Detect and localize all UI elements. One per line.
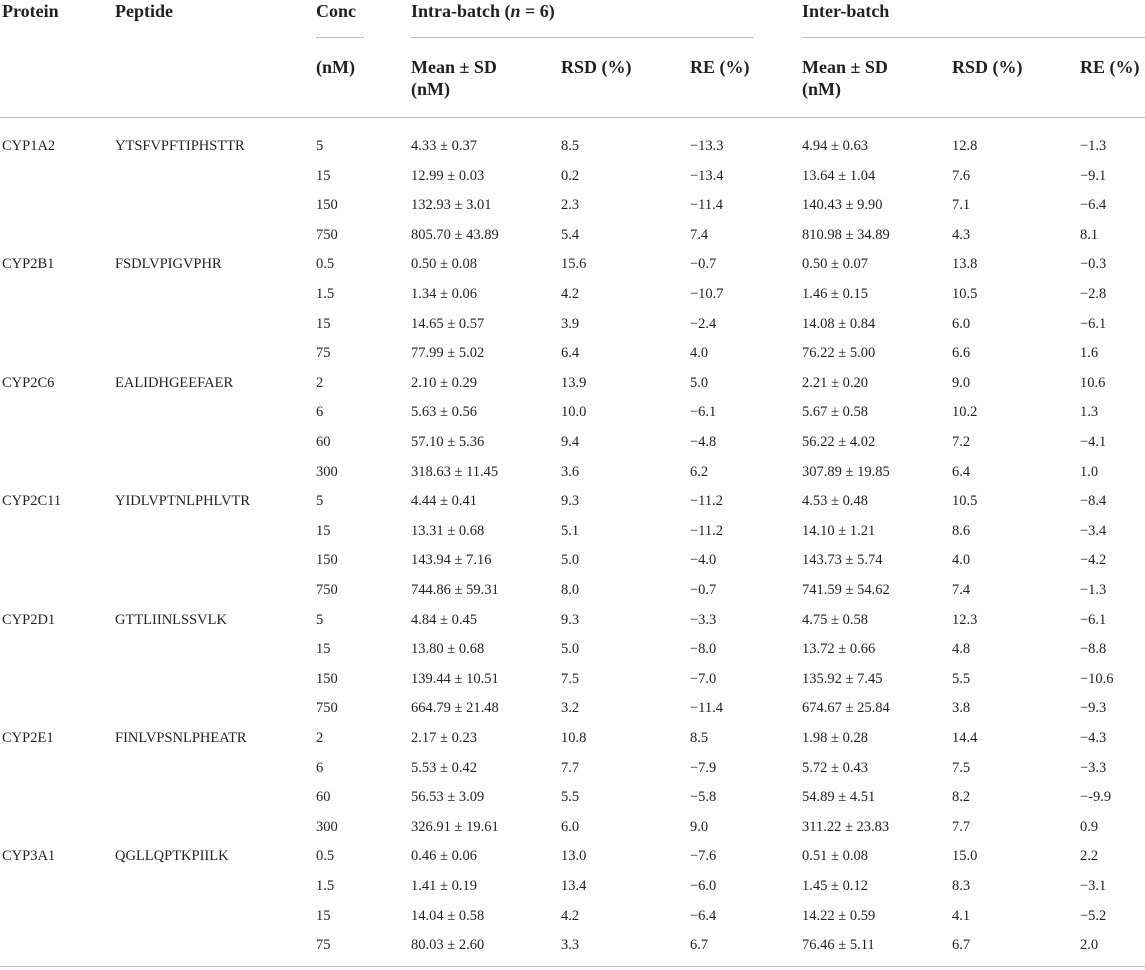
inter-mean-sd-cell: 14.22 ± 0.59	[802, 908, 876, 924]
intra-rsd-cell: 7.7	[561, 760, 580, 776]
intra-rsd-cell: 4.2	[561, 908, 580, 924]
inter-rsd-cell: 7.4	[952, 582, 971, 598]
protein-cell: CYP1A2	[2, 138, 56, 154]
inter-re-cell: −6.1	[1080, 316, 1107, 332]
inter-rsd-cell: 12.8	[952, 138, 978, 154]
inter-mean-sd-cell: 14.10 ± 1.21	[802, 523, 876, 539]
inter-re-cell: 2.0	[1080, 937, 1099, 953]
intra-re-cell: −11.4	[690, 197, 724, 213]
conc-cell: 75	[316, 937, 331, 953]
intra-mean-sd-cell: 5.63 ± 0.56	[411, 404, 477, 420]
inter-re-cell: −8.8	[1080, 641, 1107, 657]
intra-re-cell: −6.4	[690, 908, 717, 924]
inter-batch-underline	[802, 37, 1145, 38]
intra-re-cell: 5.0	[690, 375, 709, 391]
intra-mean-sd-cell: 14.65 ± 0.57	[411, 316, 485, 332]
intra-rsd-cell: 5.5	[561, 789, 580, 805]
peptide-cell: YTSFVPFTIPHSTTR	[115, 138, 245, 154]
intra-rsd-cell: 5.0	[561, 552, 580, 568]
inter-rsd-cell: 4.3	[952, 227, 971, 243]
intra-re-cell: −11.4	[690, 700, 724, 716]
intra-batch-suffix: = 6)	[520, 1, 555, 21]
inter-re-cell: −4.1	[1080, 434, 1107, 450]
intra-rsd-cell: 2.3	[561, 197, 580, 213]
conc-cell: 15	[316, 908, 331, 924]
inter-mean-sd-cell: 311.22 ± 23.83	[802, 819, 890, 835]
header-peptide: Peptide	[115, 1, 173, 21]
intra-re-cell: −7.6	[690, 848, 717, 864]
intra-mean-sd-cell: 664.79 ± 21.48	[411, 700, 499, 716]
header-inter-mean-sd-unit: (nM)	[802, 79, 841, 99]
conc-cell: 150	[316, 552, 338, 568]
inter-rsd-cell: 7.6	[952, 168, 971, 184]
inter-mean-sd-cell: 54.89 ± 4.51	[802, 789, 876, 805]
inter-rsd-cell: 7.2	[952, 434, 971, 450]
conc-underline	[316, 37, 364, 38]
intra-mean-sd-cell: 1.34 ± 0.06	[411, 286, 477, 302]
intra-mean-sd-cell: 0.46 ± 0.06	[411, 848, 477, 864]
intra-re-cell: −7.0	[690, 671, 717, 687]
inter-rsd-cell: 7.7	[952, 819, 971, 835]
intra-re-cell: 4.0	[690, 345, 709, 361]
inter-mean-sd-cell: 13.72 ± 0.66	[802, 641, 876, 657]
intra-mean-sd-cell: 318.63 ± 11.45	[411, 464, 499, 480]
header-conc: Conc	[316, 1, 356, 21]
inter-mean-sd-cell: 674.67 ± 25.84	[802, 700, 890, 716]
intra-re-cell: 8.5	[690, 730, 709, 746]
peptide-cell: QGLLQPTKPIILK	[115, 848, 229, 864]
intra-mean-sd-cell: 0.50 ± 0.08	[411, 256, 477, 272]
inter-mean-sd-cell: 56.22 ± 4.02	[802, 434, 876, 450]
intra-mean-sd-cell: 2.10 ± 0.29	[411, 375, 477, 391]
inter-re-cell: 8.1	[1080, 227, 1099, 243]
header-intra-re: RE (%)	[690, 57, 750, 77]
intra-re-cell: −11.2	[690, 523, 724, 539]
header-bottom-rule	[0, 117, 1145, 118]
inter-rsd-cell: 8.6	[952, 523, 971, 539]
inter-re-cell: 1.0	[1080, 464, 1099, 480]
intra-rsd-cell: 0.2	[561, 168, 580, 184]
protein-cell: CYP2C6	[2, 375, 55, 391]
inter-re-cell: −2.8	[1080, 286, 1107, 302]
intra-mean-sd-cell: 4.44 ± 0.41	[411, 493, 477, 509]
inter-rsd-cell: 5.5	[952, 671, 971, 687]
inter-rsd-cell: 10.5	[952, 286, 978, 302]
conc-cell: 0.5	[316, 848, 335, 864]
intra-re-cell: −0.7	[690, 256, 717, 272]
intra-rsd-cell: 3.2	[561, 700, 580, 716]
inter-mean-sd-cell: 143.73 ± 5.74	[802, 552, 883, 568]
intra-re-cell: 6.2	[690, 464, 709, 480]
inter-rsd-cell: 4.1	[952, 908, 971, 924]
intra-rsd-cell: 13.9	[561, 375, 587, 391]
intra-mean-sd-cell: 14.04 ± 0.58	[411, 908, 485, 924]
intra-re-cell: −5.8	[690, 789, 717, 805]
header-inter-mean-sd: Mean ± SD	[802, 57, 888, 77]
header-inter-rsd: RSD (%)	[952, 57, 1023, 77]
conc-cell: 60	[316, 789, 331, 805]
header-intra-batch	[411, 0, 555, 22]
inter-re-cell: −0.3	[1080, 256, 1107, 272]
inter-re-cell: −9.1	[1080, 168, 1107, 184]
inter-mean-sd-cell: 14.08 ± 0.84	[802, 316, 876, 332]
header-inter-re: RE (%)	[1080, 57, 1140, 77]
protein-cell: CYP2E1	[2, 730, 54, 746]
inter-re-cell: −-9.9	[1080, 789, 1112, 805]
intra-rsd-cell: 5.4	[561, 227, 580, 243]
inter-rsd-cell: 9.0	[952, 375, 971, 391]
intra-rsd-cell: 7.5	[561, 671, 580, 687]
inter-rsd-cell: 7.1	[952, 197, 971, 213]
intra-rsd-cell: 5.0	[561, 641, 580, 657]
intra-re-cell: 7.4	[690, 227, 709, 243]
inter-re-cell: −6.1	[1080, 612, 1107, 628]
conc-cell: 150	[316, 197, 338, 213]
peptide-cell: FINLVPSNLPHEATR	[115, 730, 247, 746]
intra-mean-sd-cell: 80.03 ± 2.60	[411, 937, 485, 953]
protein-cell: CYP2C11	[2, 493, 62, 509]
intra-re-cell: −7.9	[690, 760, 717, 776]
conc-cell: 1.5	[316, 878, 335, 894]
intra-mean-sd-cell: 5.53 ± 0.42	[411, 760, 477, 776]
intra-rsd-cell: 15.6	[561, 256, 587, 272]
intra-mean-sd-cell: 77.99 ± 5.02	[411, 345, 485, 361]
inter-mean-sd-cell: 4.94 ± 0.63	[802, 138, 868, 154]
inter-mean-sd-cell: 307.89 ± 19.85	[802, 464, 890, 480]
conc-cell: 300	[316, 464, 338, 480]
conc-cell: 2	[316, 730, 324, 746]
intra-re-cell: −0.7	[690, 582, 717, 598]
intra-mean-sd-cell: 143.94 ± 7.16	[411, 552, 492, 568]
inter-re-cell: −8.4	[1080, 493, 1107, 509]
intra-mean-sd-cell: 13.80 ± 0.68	[411, 641, 485, 657]
inter-mean-sd-cell: 741.59 ± 54.62	[802, 582, 890, 598]
inter-rsd-cell: 4.0	[952, 552, 971, 568]
header-intra-rsd: RSD (%)	[561, 57, 632, 77]
intra-mean-sd-cell: 2.17 ± 0.23	[411, 730, 477, 746]
peptide-cell: FSDLVPIGVPHR	[115, 256, 222, 272]
inter-rsd-cell: 15.0	[952, 848, 978, 864]
intra-mean-sd-cell: 326.91 ± 19.61	[411, 819, 499, 835]
conc-cell: 15	[316, 523, 331, 539]
inter-mean-sd-cell: 5.72 ± 0.43	[802, 760, 868, 776]
intra-mean-sd-cell: 13.31 ± 0.68	[411, 523, 485, 539]
intra-re-cell: −2.4	[690, 316, 717, 332]
conc-cell: 6	[316, 760, 324, 776]
conc-cell: 15	[316, 641, 331, 657]
intra-rsd-cell: 13.4	[561, 878, 587, 894]
intra-re-cell: 6.7	[690, 937, 709, 953]
inter-mean-sd-cell: 4.53 ± 0.48	[802, 493, 868, 509]
inter-rsd-cell: 6.4	[952, 464, 971, 480]
intra-mean-sd-cell: 1.41 ± 0.19	[411, 878, 477, 894]
header-intra-mean-sd: Mean ± SD	[411, 57, 497, 77]
inter-re-cell: 2.2	[1080, 848, 1099, 864]
intra-re-cell: −13.3	[690, 138, 724, 154]
intra-rsd-cell: 3.3	[561, 937, 580, 953]
intra-mean-sd-cell: 12.99 ± 0.03	[411, 168, 485, 184]
intra-rsd-cell: 5.1	[561, 523, 580, 539]
inter-re-cell: −4.3	[1080, 730, 1107, 746]
conc-cell: 6	[316, 404, 324, 420]
protein-cell: CYP3A1	[2, 848, 56, 864]
inter-rsd-cell: 8.2	[952, 789, 971, 805]
table-bottom-rule	[0, 966, 1145, 967]
intra-mean-sd-cell: 139.44 ± 10.51	[411, 671, 499, 687]
intra-rsd-cell: 3.6	[561, 464, 580, 480]
conc-cell: 1.5	[316, 286, 335, 302]
intra-batch-underline	[411, 37, 754, 38]
intra-re-cell: −10.7	[690, 286, 724, 302]
conc-cell: 150	[316, 671, 338, 687]
intra-rsd-cell: 9.3	[561, 493, 580, 509]
inter-re-cell: −3.1	[1080, 878, 1107, 894]
inter-re-cell: −4.2	[1080, 552, 1107, 568]
header-intra-mean-sd-unit: (nM)	[411, 79, 450, 99]
intra-rsd-cell: 10.8	[561, 730, 587, 746]
intra-re-cell: −4.0	[690, 552, 717, 568]
header-protein: Protein	[2, 1, 59, 21]
intra-rsd-cell: 10.0	[561, 404, 587, 420]
inter-mean-sd-cell: 5.67 ± 0.58	[802, 404, 868, 420]
intra-mean-sd-cell: 57.10 ± 5.36	[411, 434, 485, 450]
intra-rsd-cell: 9.3	[561, 612, 580, 628]
intra-batch-prefix: Intra-batch (	[411, 1, 511, 21]
inter-rsd-cell: 10.2	[952, 404, 978, 420]
inter-re-cell: −5.2	[1080, 908, 1107, 924]
inter-re-cell: 10.6	[1080, 375, 1106, 391]
inter-mean-sd-cell: 2.21 ± 0.20	[802, 375, 868, 391]
inter-mean-sd-cell: 13.64 ± 1.04	[802, 168, 876, 184]
intra-batch-n: n	[510, 1, 521, 21]
inter-re-cell: −1.3	[1080, 138, 1107, 154]
conc-cell: 750	[316, 227, 338, 243]
inter-mean-sd-cell: 810.98 ± 34.89	[802, 227, 890, 243]
inter-mean-sd-cell: 0.50 ± 0.07	[802, 256, 868, 272]
intra-re-cell: −8.0	[690, 641, 717, 657]
intra-rsd-cell: 6.4	[561, 345, 580, 361]
intra-rsd-cell: 3.9	[561, 316, 580, 332]
intra-mean-sd-cell: 4.33 ± 0.37	[411, 138, 477, 154]
conc-cell: 0.5	[316, 256, 335, 272]
conc-cell: 300	[316, 819, 338, 835]
conc-cell: 750	[316, 700, 338, 716]
inter-re-cell: −1.3	[1080, 582, 1107, 598]
inter-rsd-cell: 13.8	[952, 256, 978, 272]
conc-cell: 5	[316, 138, 324, 154]
conc-cell: 2	[316, 375, 324, 391]
conc-cell: 5	[316, 493, 324, 509]
intra-re-cell: −13.4	[690, 168, 724, 184]
inter-rsd-cell: 4.8	[952, 641, 971, 657]
inter-re-cell: 0.9	[1080, 819, 1099, 835]
intra-re-cell: −6.0	[690, 878, 717, 894]
inter-mean-sd-cell: 76.46 ± 5.11	[802, 937, 875, 953]
intra-rsd-cell: 9.4	[561, 434, 580, 450]
inter-mean-sd-cell: 1.98 ± 0.28	[802, 730, 868, 746]
intra-re-cell: −4.8	[690, 434, 717, 450]
header-conc-unit: (nM)	[316, 57, 355, 77]
peptide-cell: YIDLVPTNLPHLVTR	[115, 493, 251, 509]
inter-mean-sd-cell: 1.45 ± 0.12	[802, 878, 868, 894]
protein-cell: CYP2D1	[2, 612, 56, 628]
conc-cell: 5	[316, 612, 324, 628]
inter-re-cell: −6.4	[1080, 197, 1107, 213]
inter-re-cell: −10.6	[1080, 671, 1114, 687]
inter-rsd-cell: 3.8	[952, 700, 971, 716]
inter-re-cell: −9.3	[1080, 700, 1107, 716]
inter-rsd-cell: 12.3	[952, 612, 978, 628]
intra-rsd-cell: 8.0	[561, 582, 580, 598]
conc-cell: 60	[316, 434, 331, 450]
conc-cell: 750	[316, 582, 338, 598]
inter-rsd-cell: 6.6	[952, 345, 971, 361]
intra-re-cell: −3.3	[690, 612, 717, 628]
inter-mean-sd-cell: 135.92 ± 7.45	[802, 671, 883, 687]
conc-cell: 15	[316, 316, 331, 332]
protein-cell: CYP2B1	[2, 256, 55, 272]
inter-re-cell: −3.4	[1080, 523, 1107, 539]
inter-mean-sd-cell: 4.75 ± 0.58	[802, 612, 868, 628]
peptide-cell: GTTLIINLSSVLK	[115, 612, 227, 628]
intra-mean-sd-cell: 56.53 ± 3.09	[411, 789, 485, 805]
intra-rsd-cell: 13.0	[561, 848, 587, 864]
intra-re-cell: −11.2	[690, 493, 724, 509]
conc-cell: 15	[316, 168, 331, 184]
intra-mean-sd-cell: 805.70 ± 43.89	[411, 227, 499, 243]
inter-rsd-cell: 7.5	[952, 760, 971, 776]
inter-mean-sd-cell: 1.46 ± 0.15	[802, 286, 868, 302]
intra-rsd-cell: 8.5	[561, 138, 580, 154]
inter-rsd-cell: 10.5	[952, 493, 978, 509]
conc-cell: 75	[316, 345, 331, 361]
inter-re-cell: −3.3	[1080, 760, 1107, 776]
intra-rsd-cell: 4.2	[561, 286, 580, 302]
inter-mean-sd-cell: 140.43 ± 9.90	[802, 197, 883, 213]
intra-mean-sd-cell: 744.86 ± 59.31	[411, 582, 499, 598]
intra-rsd-cell: 6.0	[561, 819, 580, 835]
intra-re-cell: −6.1	[690, 404, 717, 420]
inter-mean-sd-cell: 76.22 ± 5.00	[802, 345, 876, 361]
intra-mean-sd-cell: 132.93 ± 3.01	[411, 197, 492, 213]
inter-mean-sd-cell: 0.51 ± 0.08	[802, 848, 868, 864]
inter-rsd-cell: 6.7	[952, 937, 971, 953]
inter-rsd-cell: 14.4	[952, 730, 978, 746]
peptide-cell: EALIDHGEEFAER	[115, 375, 234, 391]
inter-rsd-cell: 6.0	[952, 316, 971, 332]
inter-re-cell: 1.6	[1080, 345, 1099, 361]
intra-mean-sd-cell: 4.84 ± 0.45	[411, 612, 477, 628]
intra-re-cell: 9.0	[690, 819, 709, 835]
inter-re-cell: 1.3	[1080, 404, 1099, 420]
inter-rsd-cell: 8.3	[952, 878, 971, 894]
header-inter-batch: Inter-batch	[802, 1, 890, 21]
